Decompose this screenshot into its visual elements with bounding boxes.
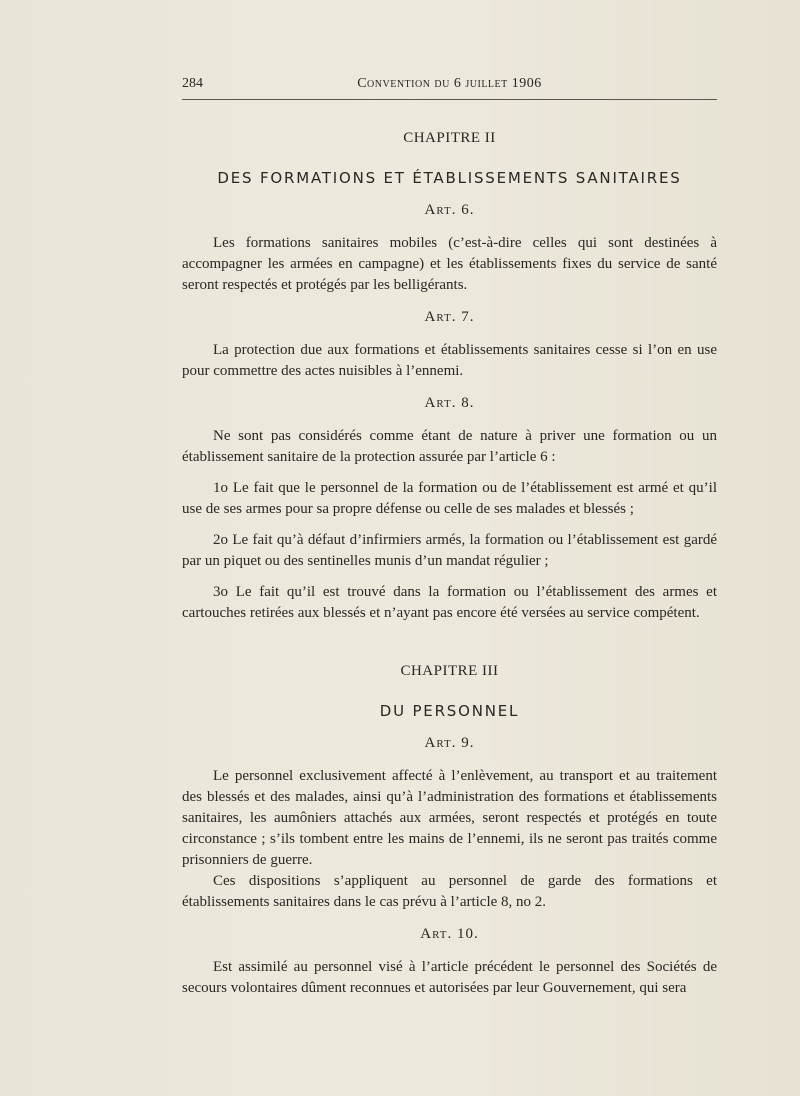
article-heading: Art. 9. [424,735,475,751]
list-item: 1o Le fait que le personnel de la formation ou de l’établissement est armé et qu’il use de ses armes pour sa propre défense ou celle de ses malades et blessés ; [182,480,717,517]
article-heading: Art. 7. [424,309,475,325]
chapter-title: DES FORMATIONS ET ÉTABLISSEMENTS SANITAIRES [217,169,682,187]
chapter-heading: CHAPITRE II [403,130,496,146]
article-paragraph: Ces dispositions s’appliquent au personnel de garde des formations et établissements sanitaires dans le cas prévu à l’article 8, no 2. [182,873,717,910]
article-paragraph: Le personnel exclusivement affecté à l’enlèvement, au transport et au traitement des blessés et des malades, ainsi qu’à l’administration des formations et établissements sanitaires, les aumôniers attachés aux armées, seront respectés et protégés en toute circonstance ; s’ils tombent entre les mains de l’ennemi, ils ne seront pas traités comme prisonniers de guerre. [182,768,717,868]
article-paragraph: La protection due aux formations et établissements sanitaires cesse si l’on en use pour commettre des actes nuisibles à l’ennemi. [182,342,717,379]
article-heading: Art. 8. [424,395,475,411]
article-heading: Art. 10. [420,926,479,942]
page-body [182,128,717,999]
header-divider [182,99,717,100]
page-number: 284 [182,76,203,91]
list-item: 3o Le fait qu’il est trouvé dans la formation ou l’établissement des armes et cartouches retirées aux blessés et n’ayant pas encore été versées au service compétent. [182,584,717,621]
list-item: 2o Le fait qu’à défaut d’infirmiers armés, la formation ou l’établissement est gardé par un piquet ou des sentinelles munis d’un mandat régulier ; [182,532,717,569]
article-heading: Art. 6. [424,202,475,218]
article-paragraph: Est assimilé au personnel visé à l’article précédent le personnel des Sociétés de secours volontaires dûment reconnues et autorisées par leur Gouvernement, qui sera [182,959,717,996]
chapter-title: DU PERSONNEL [379,702,520,720]
article-paragraph: Ne sont pas considérés comme étant de nature à priver une formation ou un établissement sanitaire de la protection assurée par l’article 6 : [182,428,717,465]
running-title: Convention du 6 juillet 1906 [357,76,542,91]
page-header [182,76,717,98]
chapter-heading: CHAPITRE III [400,663,499,679]
article-paragraph: Les formations sanitaires mobiles (c’est-à-dire celles qui sont destinées à accompagner les armées en campagne) et les établissements fixes du service de santé seront respectés et protégés par les belligérants. [182,235,717,293]
